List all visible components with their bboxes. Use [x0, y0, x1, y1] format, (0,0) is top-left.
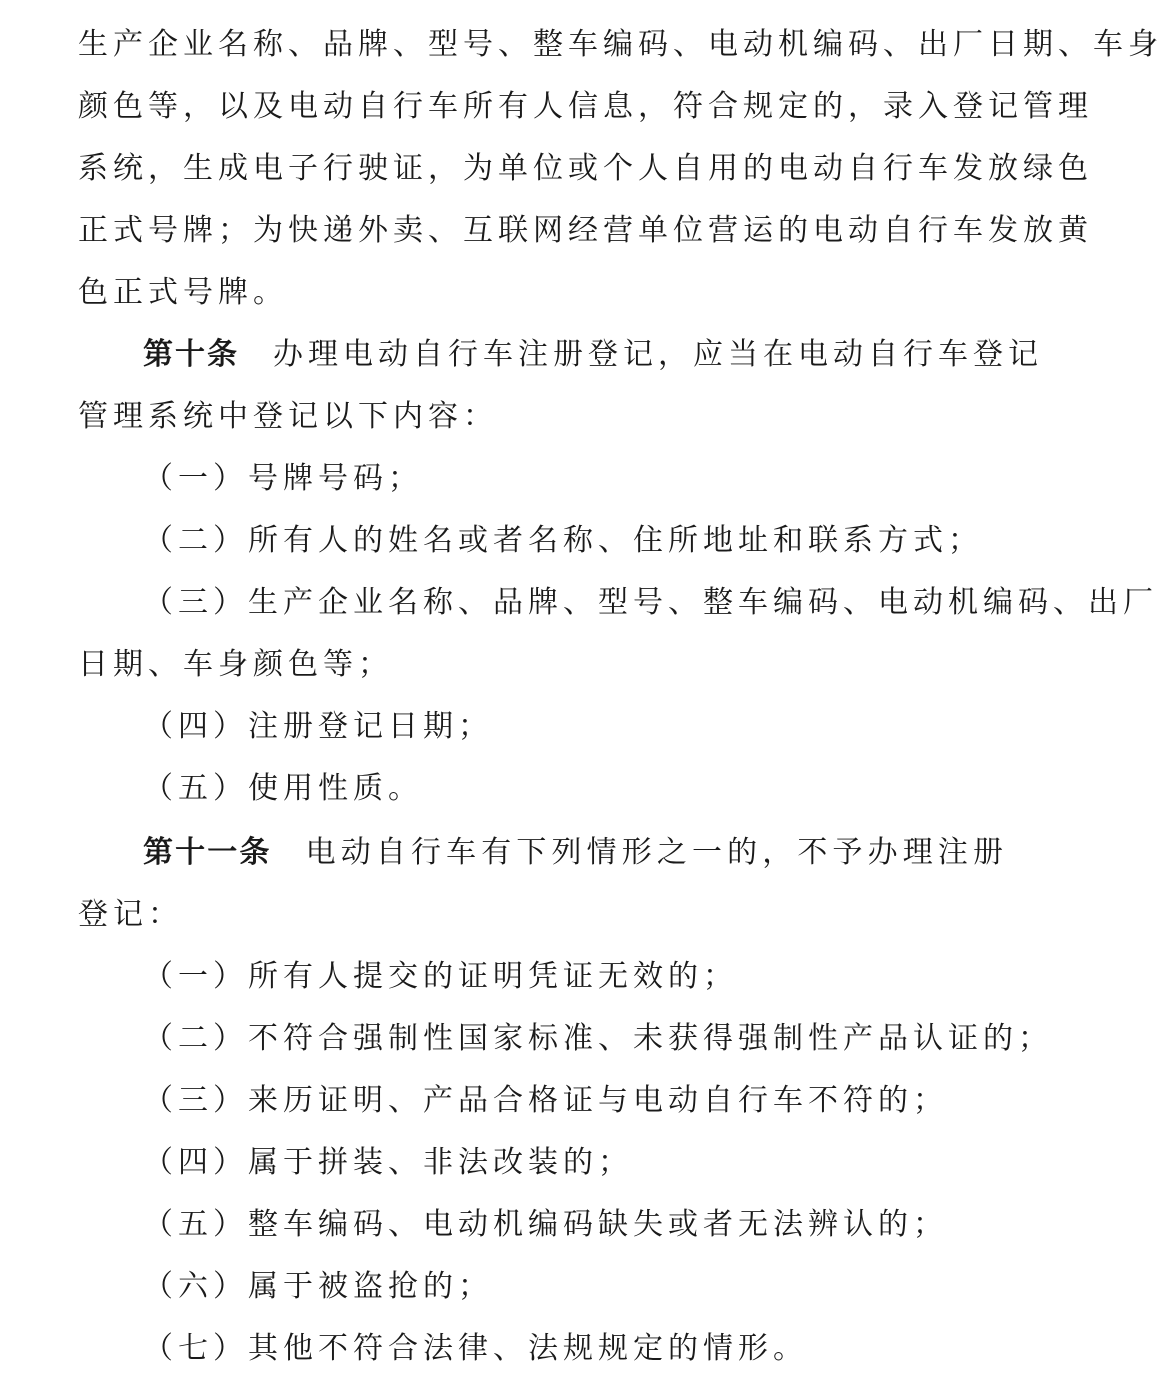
list-item: （五）使用性质。	[143, 771, 423, 806]
article-10-intro: 办理电动自行车注册登记，应当在电动自行车登记	[273, 337, 1043, 372]
article-11-first-line	[143, 822, 1008, 884]
list-item: （三）生产企业名称、品牌、型号、整车编码、电动机编码、出厂	[143, 585, 1158, 620]
list-item: （二）所有人的姓名或者名称、住所地址和联系方式；	[143, 523, 983, 558]
list-item: （四）属于拼装、非法改装的；	[143, 1145, 633, 1180]
article-11-intro: 电动自行车有下列情形之一的，不予办理注册	[305, 835, 1008, 870]
list-item: （二）不符合强制性国家标准、未获得强制性产品认证的；	[143, 1021, 1053, 1056]
article-11-heading: 第十一条	[143, 835, 272, 870]
article-10-first-line	[143, 324, 1043, 386]
list-item: （一）号牌号码；	[143, 461, 423, 496]
list-item: （一）所有人提交的证明凭证无效的；	[143, 959, 738, 994]
paragraph-line: 正式号牌；为快递外卖、互联网经营单位营运的电动自行车发放黄	[78, 213, 1093, 248]
paragraph-line: 色正式号牌。	[78, 275, 288, 310]
paragraph-line: 管理系统中登记以下内容：	[78, 399, 498, 434]
list-item: （七）其他不符合法律、法规规定的情形。	[143, 1331, 808, 1366]
article-10-heading: 第十条	[143, 337, 239, 372]
list-item: （四）注册登记日期；	[143, 709, 493, 744]
list-item-continuation: 日期、车身颜色等；	[78, 647, 393, 682]
list-item: （三）来历证明、产品合格证与电动自行车不符的；	[143, 1083, 948, 1118]
paragraph-line: 系统，生成电子行驶证，为单位或个人自用的电动自行车发放绿色	[78, 151, 1093, 186]
paragraph-line: 生产企业名称、品牌、型号、整车编码、电动机编码、出厂日期、车身	[78, 27, 1163, 62]
list-item: （六）属于被盗抢的；	[143, 1269, 493, 1304]
paragraph-line: 颜色等，以及电动自行车所有人信息，符合规定的，录入登记管理	[78, 89, 1093, 124]
list-item: （五）整车编码、电动机编码缺失或者无法辨认的；	[143, 1207, 948, 1242]
paragraph-line: 登记：	[78, 897, 183, 932]
